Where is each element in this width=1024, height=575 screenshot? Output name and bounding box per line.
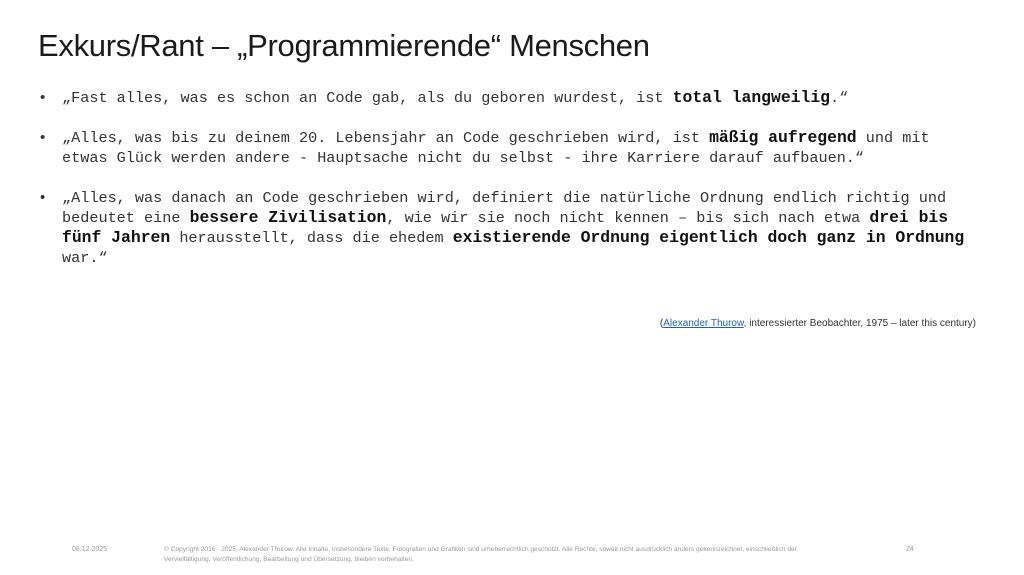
footer-date: 08.12.2025 (72, 546, 108, 553)
bullet-item (40, 88, 980, 108)
bullet-item (40, 128, 980, 168)
page-number: 24 (906, 546, 914, 553)
quote-attribution: (Alexander Thurow, interessierter Beobachter, 1975 – later this century) (659, 318, 976, 329)
bullet-text: „Alles, was danach an Code geschrieben wird, definiert die natürliche Ordnung endlich richtig und bedeutet eine bessere Zivilisation, wie wir sie noch nicht kennen – bis sich nach etwa drei bis fünf Jahren herausstellt, dass die ehedem existierende Ordnung eigentlich doch ganz in Ordnung war.“ (62, 189, 965, 267)
bullet-marker: • (40, 89, 46, 106)
bullet-list (40, 88, 980, 288)
bullet-item (40, 188, 980, 268)
footer-copyright: © Copyright 2016 - 2025, Alexander Thurow. Alle Inhalte, insbesondere Texte, Fotografien und Grafiken sind urheberrechtlich geschützt. Alle Rechte, soweit nicht ausdrücklich anders gekennzeichnet, einschließlich der Vervielfältigung, Veröffentlichung, Bearbeitung und Übersetzung, bleiben vorbehalten. (164, 546, 797, 563)
bullet-marker: • (40, 129, 46, 146)
bullet-marker: • (40, 189, 46, 206)
slide-title: Exkurs/Rant – „Programmierende“ Menschen (38, 28, 650, 63)
bullet-text: „Fast alles, was es schon an Code gab, als du geboren wurdest, ist total langweilig.“ (62, 88, 849, 107)
author-link[interactable]: Alexander Thurow (663, 318, 744, 329)
bullet-text: „Alles, was bis zu deinem 20. Lebensjahr an Code geschrieben wird, ist mäßig aufregend und mit etwas Glück werden andere - Hauptsache nicht du selbst - ihre Karriere darauf aufbauen.“ (62, 128, 930, 167)
